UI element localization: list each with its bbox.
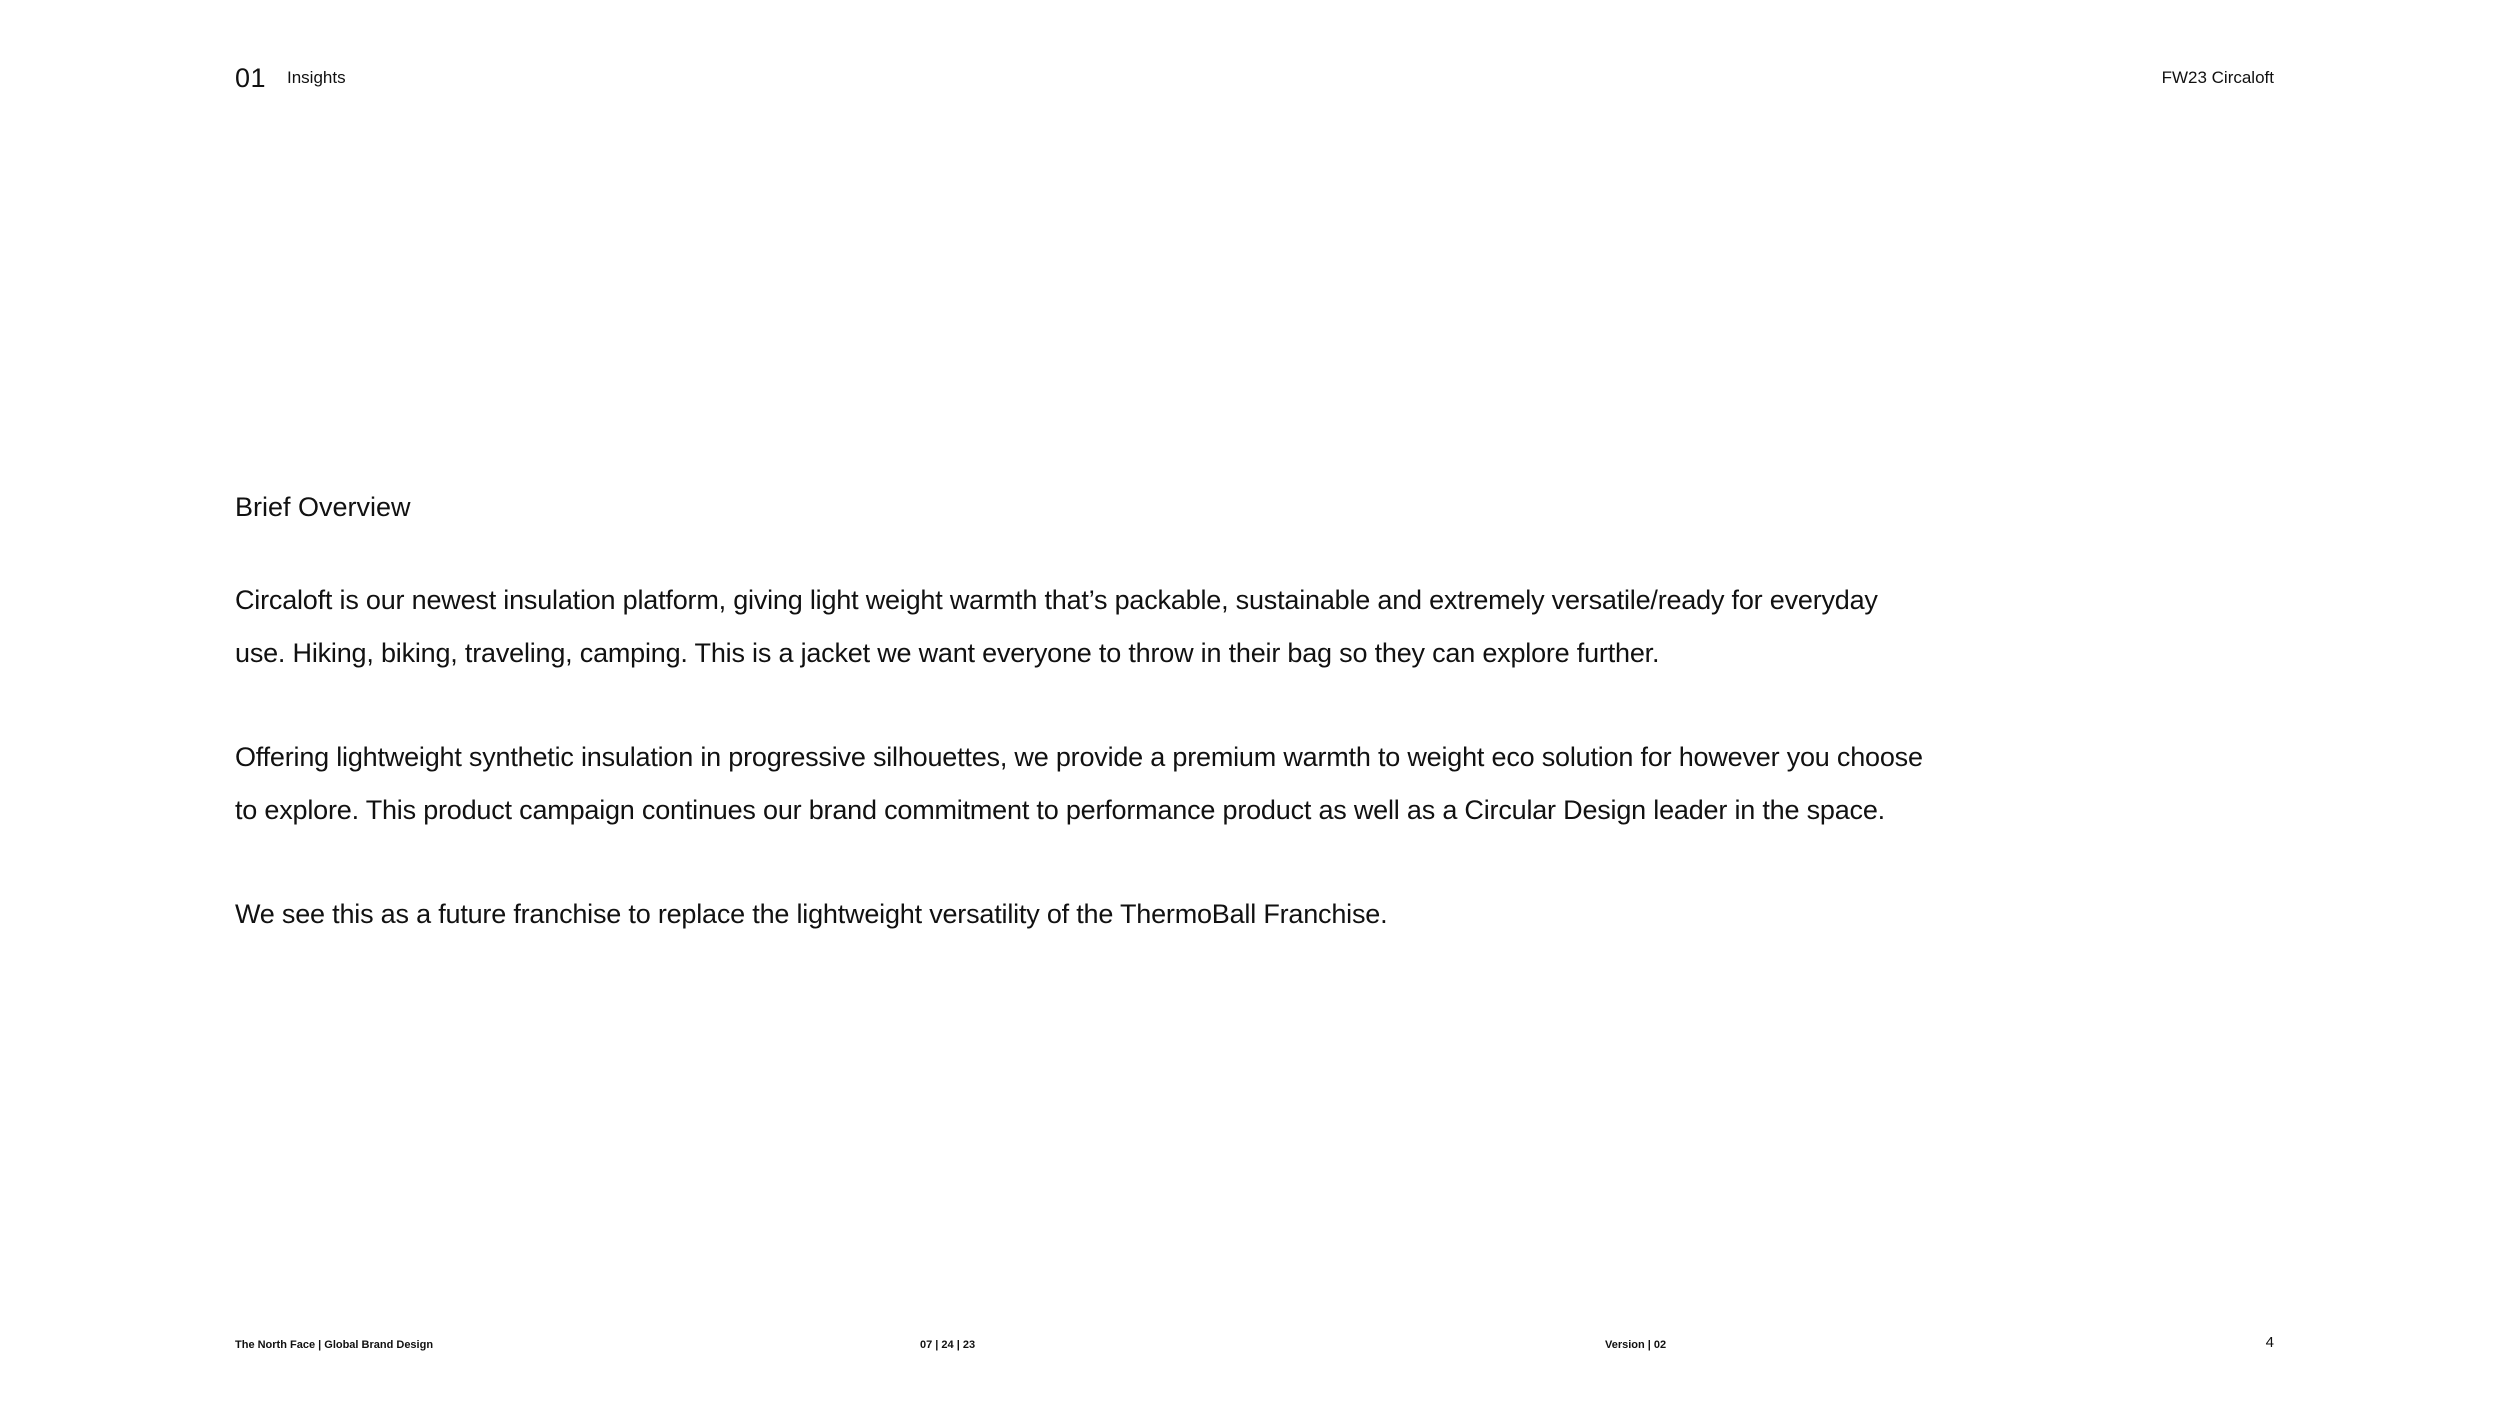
paragraph-intro: Circaloft is our newest insulation platform, giving light weight warmth that’s packable, sustainable and extremely versatile/ready for everyday use. Hiking, biking, traveling, camping. This is a jacket we want everyone to throw in their bag so they can explore further. [235,585,1878,668]
brief-overview-heading: Brief Overview [235,492,411,522]
paragraph-franchise: We see this as a future franchise to replace the lightweight versatility of the ThermoBall Franchise. [235,899,1388,929]
brief-body [235,574,1935,993]
footer-date: 07 | 24 | 23 [920,1339,976,1351]
page-number: 4 [2265,1334,2274,1351]
paragraph-offering: Offering lightweight synthetic insulation in progressive silhouettes, we provide a premium warmth to weight eco solution for however you choose to explore. This product campaign continues our brand commitment to performance product as well as a Circular Design leader in the space. [235,742,1923,825]
section-name: Insights [287,68,346,87]
footer-brand: The North Face | Global Brand Design [235,1339,434,1351]
section-number: 01 [235,63,267,93]
project-title: FW23 Circaloft [2161,68,2274,87]
footer-version: Version | 02 [1605,1339,1667,1351]
